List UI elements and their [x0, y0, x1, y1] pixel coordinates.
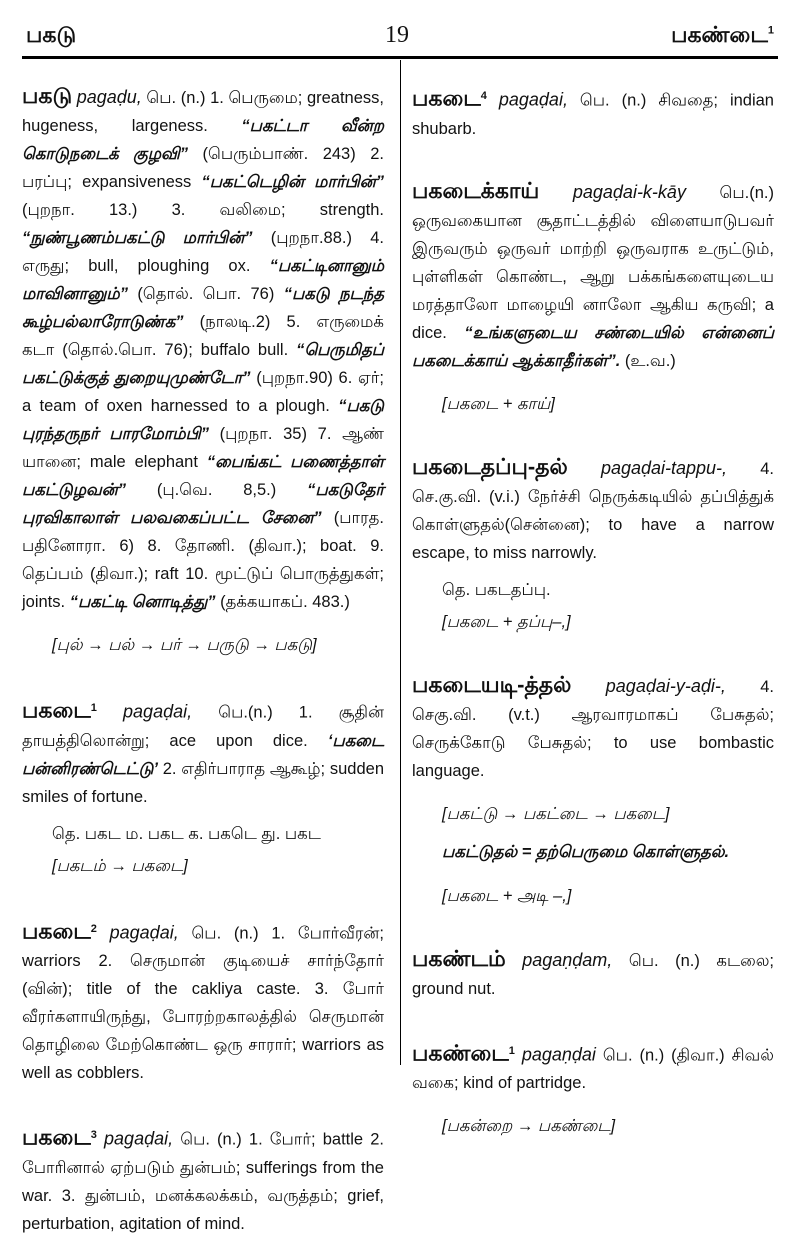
definition-text: (புறநா. 13.) 3. வலிமை; strength.	[22, 201, 384, 219]
entry-pagadu	[22, 82, 384, 660]
headword: பகண்டம்	[412, 945, 506, 971]
transliteration: pagaḍu,	[76, 87, 142, 107]
definition-text: பெ.(n.) 1. சூதின் தாயத்திலொன்று; ace upon dice.	[22, 703, 384, 750]
definition-text: (பாரத. பதினோரா. 6) 8. தோணி. (திவா.); boat. 9. தெப்பம் (திவா.); raft 10. மூட்டுப் பொருத்துகள்; joints.	[22, 509, 384, 611]
etymology: [பகடை + தப்பு–,]	[442, 612, 571, 631]
definition-text: பெ. (n.) 1. போர்வீரன்; warriors 2. செருமான் குடியைச் சார்ந்தோர் (வின்); title of the cakliya caste. 3. போர் வீரர்களாயிருந்து, போரற்றகாலத்தில் செருமான் தொழிலை மேற்கொண்ட ஒரு சாரார்; warriors as well as cobblers.	[22, 924, 384, 1082]
homonym-number: 1	[90, 702, 97, 714]
headword: பகடை	[22, 697, 91, 723]
entry-pagadai-1	[22, 694, 384, 881]
headword: பகடையடி-த்தல்	[412, 671, 572, 697]
homonym-number: 2	[90, 922, 97, 935]
entry-pagadaitappu	[412, 453, 774, 637]
definition-text: (புறநா.90) 6. ஏர்; a team of oxen harnessed to a plough.	[22, 369, 384, 415]
headword: பகடைதப்பு-தல்	[412, 453, 568, 479]
headword: பகடை	[412, 85, 481, 111]
definition-text: (பெரும்பாண். 243) 2. பரப்பு; expansiveness	[22, 145, 384, 191]
definition-text: 2. எதிர்பாராத ஆகூழ்; sudden smiles of fortune.	[22, 759, 384, 806]
quotation: “பகடு புரந்தருநர் பாரமோம்பி”	[22, 397, 384, 443]
definition-text: (புறநா.88.) 4. எருது; bull, ploughing ox.	[22, 229, 384, 275]
etymology: [புல் → பல் → பர் → பருடு → பகடு]	[52, 636, 317, 654]
entry-pagandam	[412, 945, 774, 1003]
etymology: [பகடம் → பகடை]	[52, 856, 188, 875]
etymology: [பகடை + காய்]	[442, 394, 555, 413]
transliteration: pagaṇḍam,	[522, 949, 613, 970]
transliteration: pagaḍai-k-kāy	[572, 181, 686, 202]
transliteration: pagaḍai,	[498, 89, 568, 110]
column-divider	[400, 60, 401, 1065]
left-column	[22, 82, 384, 1246]
entry-pagadaiyadi	[412, 671, 774, 911]
entry-pagadaikkay	[412, 177, 774, 419]
entry-pagandai-1	[412, 1037, 774, 1142]
definition-text: பெ. (n.) 1. போர்; battle 2. போரினால் ஏற்படும் துன்பம்; sufferings from the war. 3. துன்பம், மனக்கலக்கம், வருத்தம்; grief, perturbation, agitation of mind.	[22, 1130, 384, 1233]
quotation: “பகட்டி னொடித்து”	[69, 593, 216, 611]
homonym-number: 1	[508, 1044, 515, 1057]
quotation: “பெருமிதப் பகட்டுக்குத் துறையுமுண்டோ”	[22, 341, 384, 387]
quotation: “பகட்டெழின் மார்பின்”	[201, 173, 384, 191]
quotation: “நுண்பூணம்பகட்டு மார்பின்”	[22, 229, 253, 247]
guide-word-right	[671, 22, 774, 51]
quotation: “உங்களுடைய சண்டையில் என்னைப் பகடைக்காய் ஆக்காதீர்கள்”.	[412, 323, 774, 370]
page-number: 19	[385, 22, 409, 48]
etymology: [பகட்டு → பகட்டை → பகடை]	[442, 804, 670, 823]
page-header	[0, 0, 800, 58]
guide-word-right-text: பகண்டை	[671, 22, 768, 47]
definition-text: பெ.(n.) ஒருவகையான சூதாட்டத்தில் விளையாடுபவர் இருவரும் ஒருவர் மாற்றி ஒருவராக உருட்டும், புள்ளிகள் கொண்ட, ஆறு பக்கங்களையுடைய மரத்தாலோ மாழையி னாலோ ஆகிய கருவி; a dice.	[412, 183, 774, 342]
headword: பகடை	[22, 1124, 91, 1150]
quotation: “பகட்டினானும் மாவினானும்”	[22, 257, 384, 303]
entry-pagadai-3	[22, 1121, 384, 1238]
entry-pagadai-4	[412, 82, 774, 143]
definition-text: 4. செ.கு.வி. (v.i.) நேர்ச்சி நெருக்கடியில் தப்பித்துக் கொள்ளுதல்(சென்னை); to have a narrow escape, to miss narrowly.	[412, 459, 774, 562]
definition-text: (தொல். பொ. 76)	[127, 285, 284, 303]
headword: பகடு	[22, 83, 73, 108]
definition-text: பெ. (n.) கடலை; ground nut.	[412, 951, 774, 998]
quotation: “பகட்டா வீன்ற கொடுநடைக் குழவி”	[22, 117, 384, 163]
right-column	[412, 82, 774, 1149]
definition-text: பெ. (n.) சிவதை; indian shubarb.	[412, 91, 774, 138]
definition-text: பெ. (n.) (திவா.) சிவல் வகை; kind of partridge.	[412, 1046, 774, 1092]
transliteration: pagaḍai,	[104, 1128, 174, 1149]
headword: பகண்டை	[412, 1040, 509, 1065]
quotation: “பகடுதேர் புரவிகாலாள் பலவகைப்பட்ட சேனை”	[22, 481, 384, 527]
definition-text: பெ. (n.) 1. பெருமை; greatness, hugeness, largeness.	[22, 89, 384, 135]
headword: பகடைக்காய்	[412, 177, 540, 203]
definition-text: (தக்கயாகப். 483.)	[215, 593, 350, 611]
quotation: ‘பகடை பன்னிரண்டெட்டு’	[22, 731, 384, 778]
definition-text: (உ.வ.)	[620, 351, 676, 370]
entry-pagadai-2	[22, 915, 384, 1088]
guide-word-left: பகடு	[26, 22, 77, 47]
transliteration: pagaḍai,	[123, 701, 193, 722]
quotation: “பைங்கட் பணைத்தாள் பகட்டுழவன்”	[22, 453, 384, 499]
definition-text: (பு.வெ. 8,5.)	[126, 481, 308, 499]
etymology: [பகடை + அடி –,]	[442, 886, 572, 905]
guide-word-right-sup: 1	[767, 24, 774, 37]
definition-text: 4. செகு.வி. (v.t.) ஆரவாரமாகப் பேசுதல்; செருக்கோடு பேசுதல்; to use bombastic language.	[412, 677, 774, 780]
transliteration: pagaḍai,	[109, 922, 179, 942]
transliteration: pagaḍai-tappu-,	[600, 457, 728, 478]
homonym-number: 4	[480, 90, 487, 102]
quotation: “பகடு நடந்த கூழ்பல்லாரோடுண்க”	[22, 285, 384, 331]
homonym-number: 3	[90, 1129, 97, 1141]
headword: பகடை	[22, 918, 91, 943]
definition-text: (புறநா. 35) 7. ஆண் யானை; male elephant	[22, 425, 384, 471]
definition-text: (நாலடி.2) 5. எருமைக் கடா (தொல்.பொ. 76); buffalo bull.	[22, 313, 384, 359]
derivation-note: பகட்டுதல் = தற்பெருமை கொள்ளுதல்.	[442, 842, 730, 861]
cognates: தெ. பகடதப்பு.	[442, 580, 551, 599]
header-rule	[22, 56, 778, 59]
etymology: [பகன்றை → பகண்டை]	[442, 1117, 616, 1135]
transliteration: pagaḍai-y-aḍi-,	[605, 675, 726, 696]
transliteration: pagaṇḍai	[521, 1044, 596, 1064]
cognates: தெ. பகட ம. பகட க. பகடெ து. பகட	[52, 824, 321, 843]
